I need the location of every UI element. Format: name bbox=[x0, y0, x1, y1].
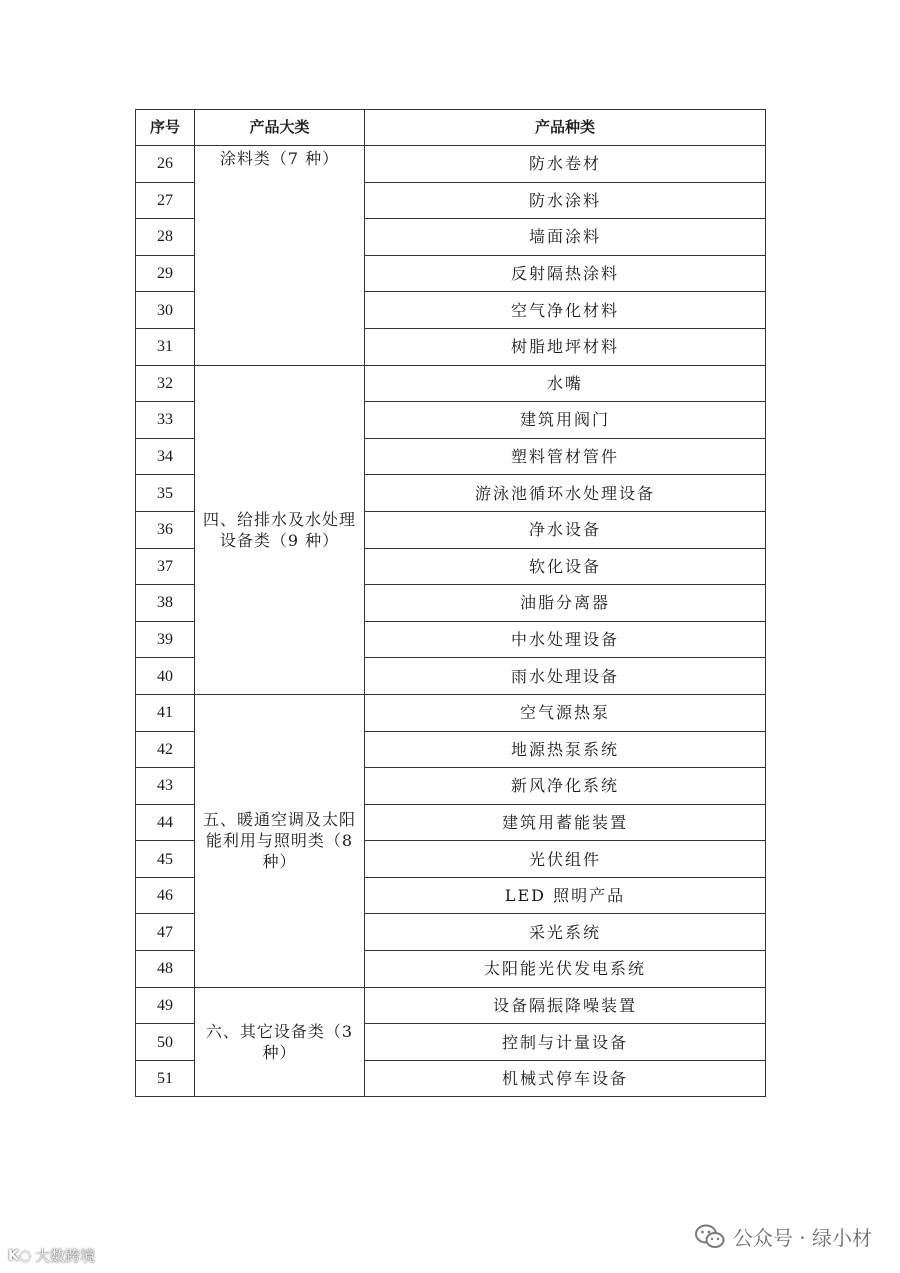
product-kind-cell: 建筑用蓄能装置 bbox=[365, 804, 766, 841]
table-row bbox=[136, 694, 766, 731]
product-kind-cell: 软化设备 bbox=[365, 548, 766, 585]
header-serial: 序号 bbox=[136, 110, 195, 146]
product-kind-cell: 游泳池循环水处理设备 bbox=[365, 475, 766, 512]
kr-logo-icon: K◌ bbox=[8, 1247, 32, 1264]
product-kind-cell: 设备隔振降噪装置 bbox=[365, 987, 766, 1024]
serial-number-cell: 32 bbox=[136, 365, 195, 402]
watermark-left-text: 大数跨境 bbox=[35, 1247, 96, 1265]
serial-number-cell: 39 bbox=[136, 621, 195, 658]
category-cell: 六、其它设备类（3 种） bbox=[195, 987, 365, 1097]
header-kind: 产品种类 bbox=[365, 110, 766, 146]
product-kind-cell: 树脂地坪材料 bbox=[365, 328, 766, 365]
product-kind-cell: 防水卷材 bbox=[365, 146, 766, 183]
product-kind-cell: 中水处理设备 bbox=[365, 621, 766, 658]
serial-number-cell: 29 bbox=[136, 255, 195, 292]
serial-number-cell: 30 bbox=[136, 292, 195, 329]
serial-number-cell: 35 bbox=[136, 475, 195, 512]
product-kind-cell: 新风净化系统 bbox=[365, 768, 766, 805]
serial-number-cell: 50 bbox=[136, 1024, 195, 1061]
serial-number-cell: 48 bbox=[136, 951, 195, 988]
watermark-right-text: 公众号 · 绿小材 bbox=[732, 1226, 872, 1250]
serial-number-cell: 37 bbox=[136, 548, 195, 585]
serial-number-cell: 27 bbox=[136, 182, 195, 219]
serial-number-cell: 46 bbox=[136, 877, 195, 914]
serial-number-cell: 44 bbox=[136, 804, 195, 841]
product-kind-cell: 反射隔热涂料 bbox=[365, 255, 766, 292]
product-kind-cell: 太阳能光伏发电系统 bbox=[365, 951, 766, 988]
product-kind-cell: 雨水处理设备 bbox=[365, 658, 766, 695]
serial-number-cell: 45 bbox=[136, 841, 195, 878]
serial-number-cell: 47 bbox=[136, 914, 195, 951]
serial-number-cell: 33 bbox=[136, 402, 195, 439]
product-kind-cell: 采光系统 bbox=[365, 914, 766, 951]
product-kind-cell: 地源热泵系统 bbox=[365, 731, 766, 768]
wechat-icon bbox=[695, 1224, 725, 1250]
watermark-right bbox=[695, 1222, 872, 1251]
product-kind-cell: 建筑用阀门 bbox=[365, 402, 766, 439]
table-row bbox=[136, 987, 766, 1024]
serial-number-cell: 49 bbox=[136, 987, 195, 1024]
product-kind-cell: 空气源热泵 bbox=[365, 694, 766, 731]
serial-number-cell: 36 bbox=[136, 511, 195, 548]
serial-number-cell: 31 bbox=[136, 328, 195, 365]
category-cell: 四、给排水及水处理设备类（9 种） bbox=[195, 365, 365, 694]
category-cell: 涂料类（7 种） bbox=[195, 146, 365, 366]
table-header-row bbox=[136, 110, 766, 146]
serial-number-cell: 40 bbox=[136, 658, 195, 695]
product-kind-cell: 机械式停车设备 bbox=[365, 1060, 766, 1097]
watermark-left bbox=[8, 1245, 95, 1266]
serial-number-cell: 42 bbox=[136, 731, 195, 768]
serial-number-cell: 41 bbox=[136, 694, 195, 731]
product-kind-cell: LED 照明产品 bbox=[365, 877, 766, 914]
product-kind-cell: 塑料管材管件 bbox=[365, 438, 766, 475]
serial-number-cell: 38 bbox=[136, 585, 195, 622]
product-kind-cell: 控制与计量设备 bbox=[365, 1024, 766, 1061]
serial-number-cell: 51 bbox=[136, 1060, 195, 1097]
product-kind-cell: 墙面涂料 bbox=[365, 219, 766, 256]
product-kind-cell: 防水涂料 bbox=[365, 182, 766, 219]
header-category: 产品大类 bbox=[195, 110, 365, 146]
table-row bbox=[136, 365, 766, 402]
serial-number-cell: 34 bbox=[136, 438, 195, 475]
product-kind-cell: 油脂分离器 bbox=[365, 585, 766, 622]
serial-number-cell: 43 bbox=[136, 768, 195, 805]
product-catalog-table bbox=[135, 109, 766, 1097]
product-kind-cell: 水嘴 bbox=[365, 365, 766, 402]
product-kind-cell: 空气净化材料 bbox=[365, 292, 766, 329]
table-row bbox=[136, 146, 766, 183]
serial-number-cell: 28 bbox=[136, 219, 195, 256]
serial-number-cell: 26 bbox=[136, 146, 195, 183]
product-kind-cell: 净水设备 bbox=[365, 511, 766, 548]
product-kind-cell: 光伏组件 bbox=[365, 841, 766, 878]
category-cell: 五、暖通空调及太阳能利用与照明类（8 种） bbox=[195, 694, 365, 987]
